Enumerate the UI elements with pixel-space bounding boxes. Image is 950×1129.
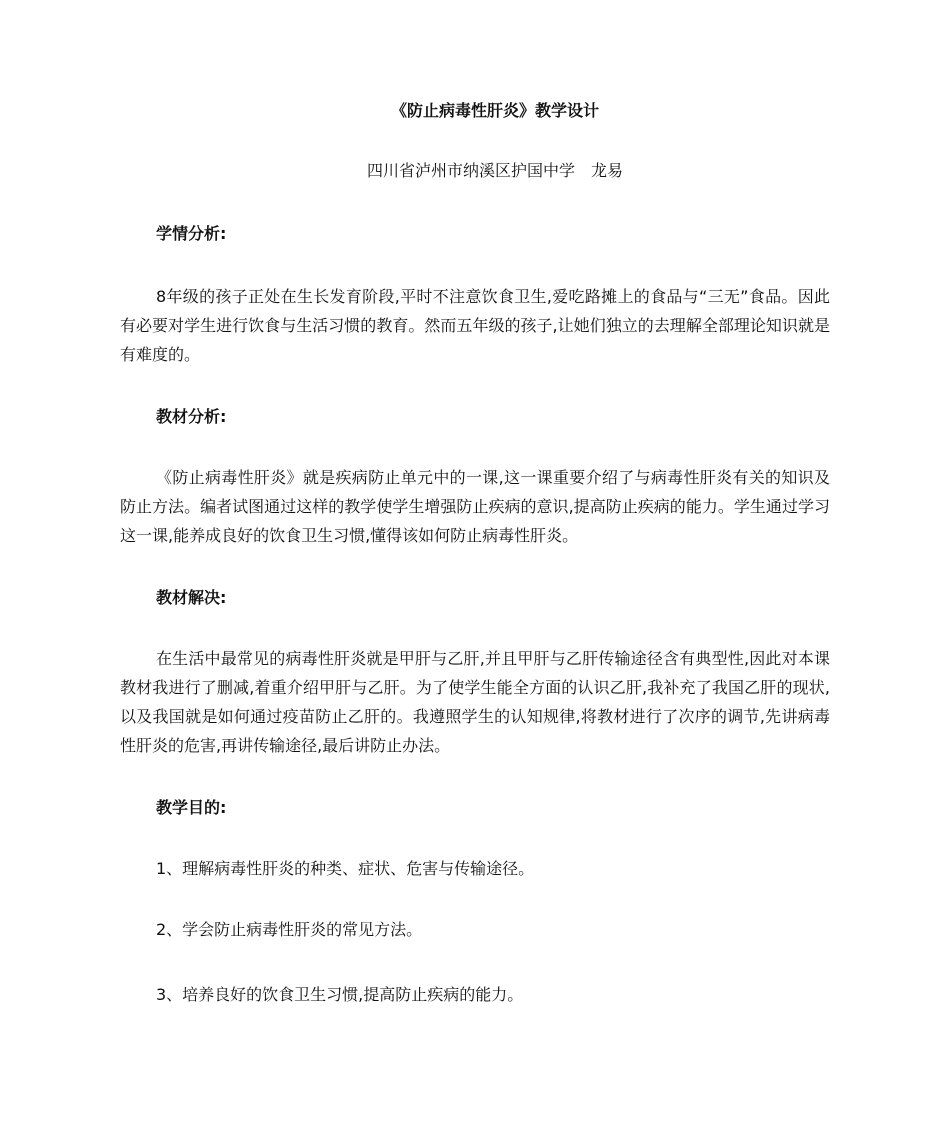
- section-text-learner-analysis: 8年级的孩子正处在生长发育阶段,平时不注意饮食卫生,爱吃路摊上的食品与“三无”食品。因此有必要对学生进行饮食与生活习惯的教育。然而五年级的孩子,让她们独立的去理解全部理论知识就是有难度的。: [120, 287, 830, 364]
- document-author: 四川省泸州市纳溪区护国中学 龙易: [366, 161, 623, 180]
- goal-item-1: 1、理解病毒性肝炎的种类、症状、危害与传输途径。: [156, 859, 535, 878]
- goal-item-3: 3、培养良好的饮食卫生习惯,提高防止疾病的能力。: [156, 985, 524, 1004]
- document-title: 《防止病毒性肝炎》教学设计: [390, 101, 599, 120]
- section-heading-textbook-analysis: 教材分析:: [156, 407, 227, 426]
- goal-item-2: 2、学会防止病毒性肝炎的常见方法。: [156, 920, 423, 939]
- section-text-textbook-handling: 在生活中最常见的病毒性肝炎就是甲肝与乙肝,并且甲肝与乙肝传输途径含有典型性,因此对本课教材我进行了删减,着重介绍甲肝与乙肝。为了使学生能全方面的认识乙肝,我补充了我国乙肝的现状,以及我国就是如何通过疫苗防止乙肝的。我遵照学生的认知规律,将教材进行了次序的调节,先讲病毒性肝炎的危害,再讲传输途径,最后讲防止办法。: [120, 649, 830, 755]
- section-text-textbook-analysis: 《防止病毒性肝炎》就是疾病防止单元中的一课,这一课重要介绍了与病毒性肝炎有关的知识及防止方法。编者试图通过这样的教学使学生增强防止疾病的意识,提高防止疾病的能力。学生通过学习这一课,能养成良好的饮食卫生习惯,懂得该如何防止病毒性肝炎。: [120, 468, 830, 545]
- section-heading-learner-analysis: 学情分析:: [156, 224, 227, 243]
- section-heading-teaching-goals: 教学目的:: [156, 798, 227, 817]
- section-heading-textbook-handling: 教材解决:: [156, 588, 227, 607]
